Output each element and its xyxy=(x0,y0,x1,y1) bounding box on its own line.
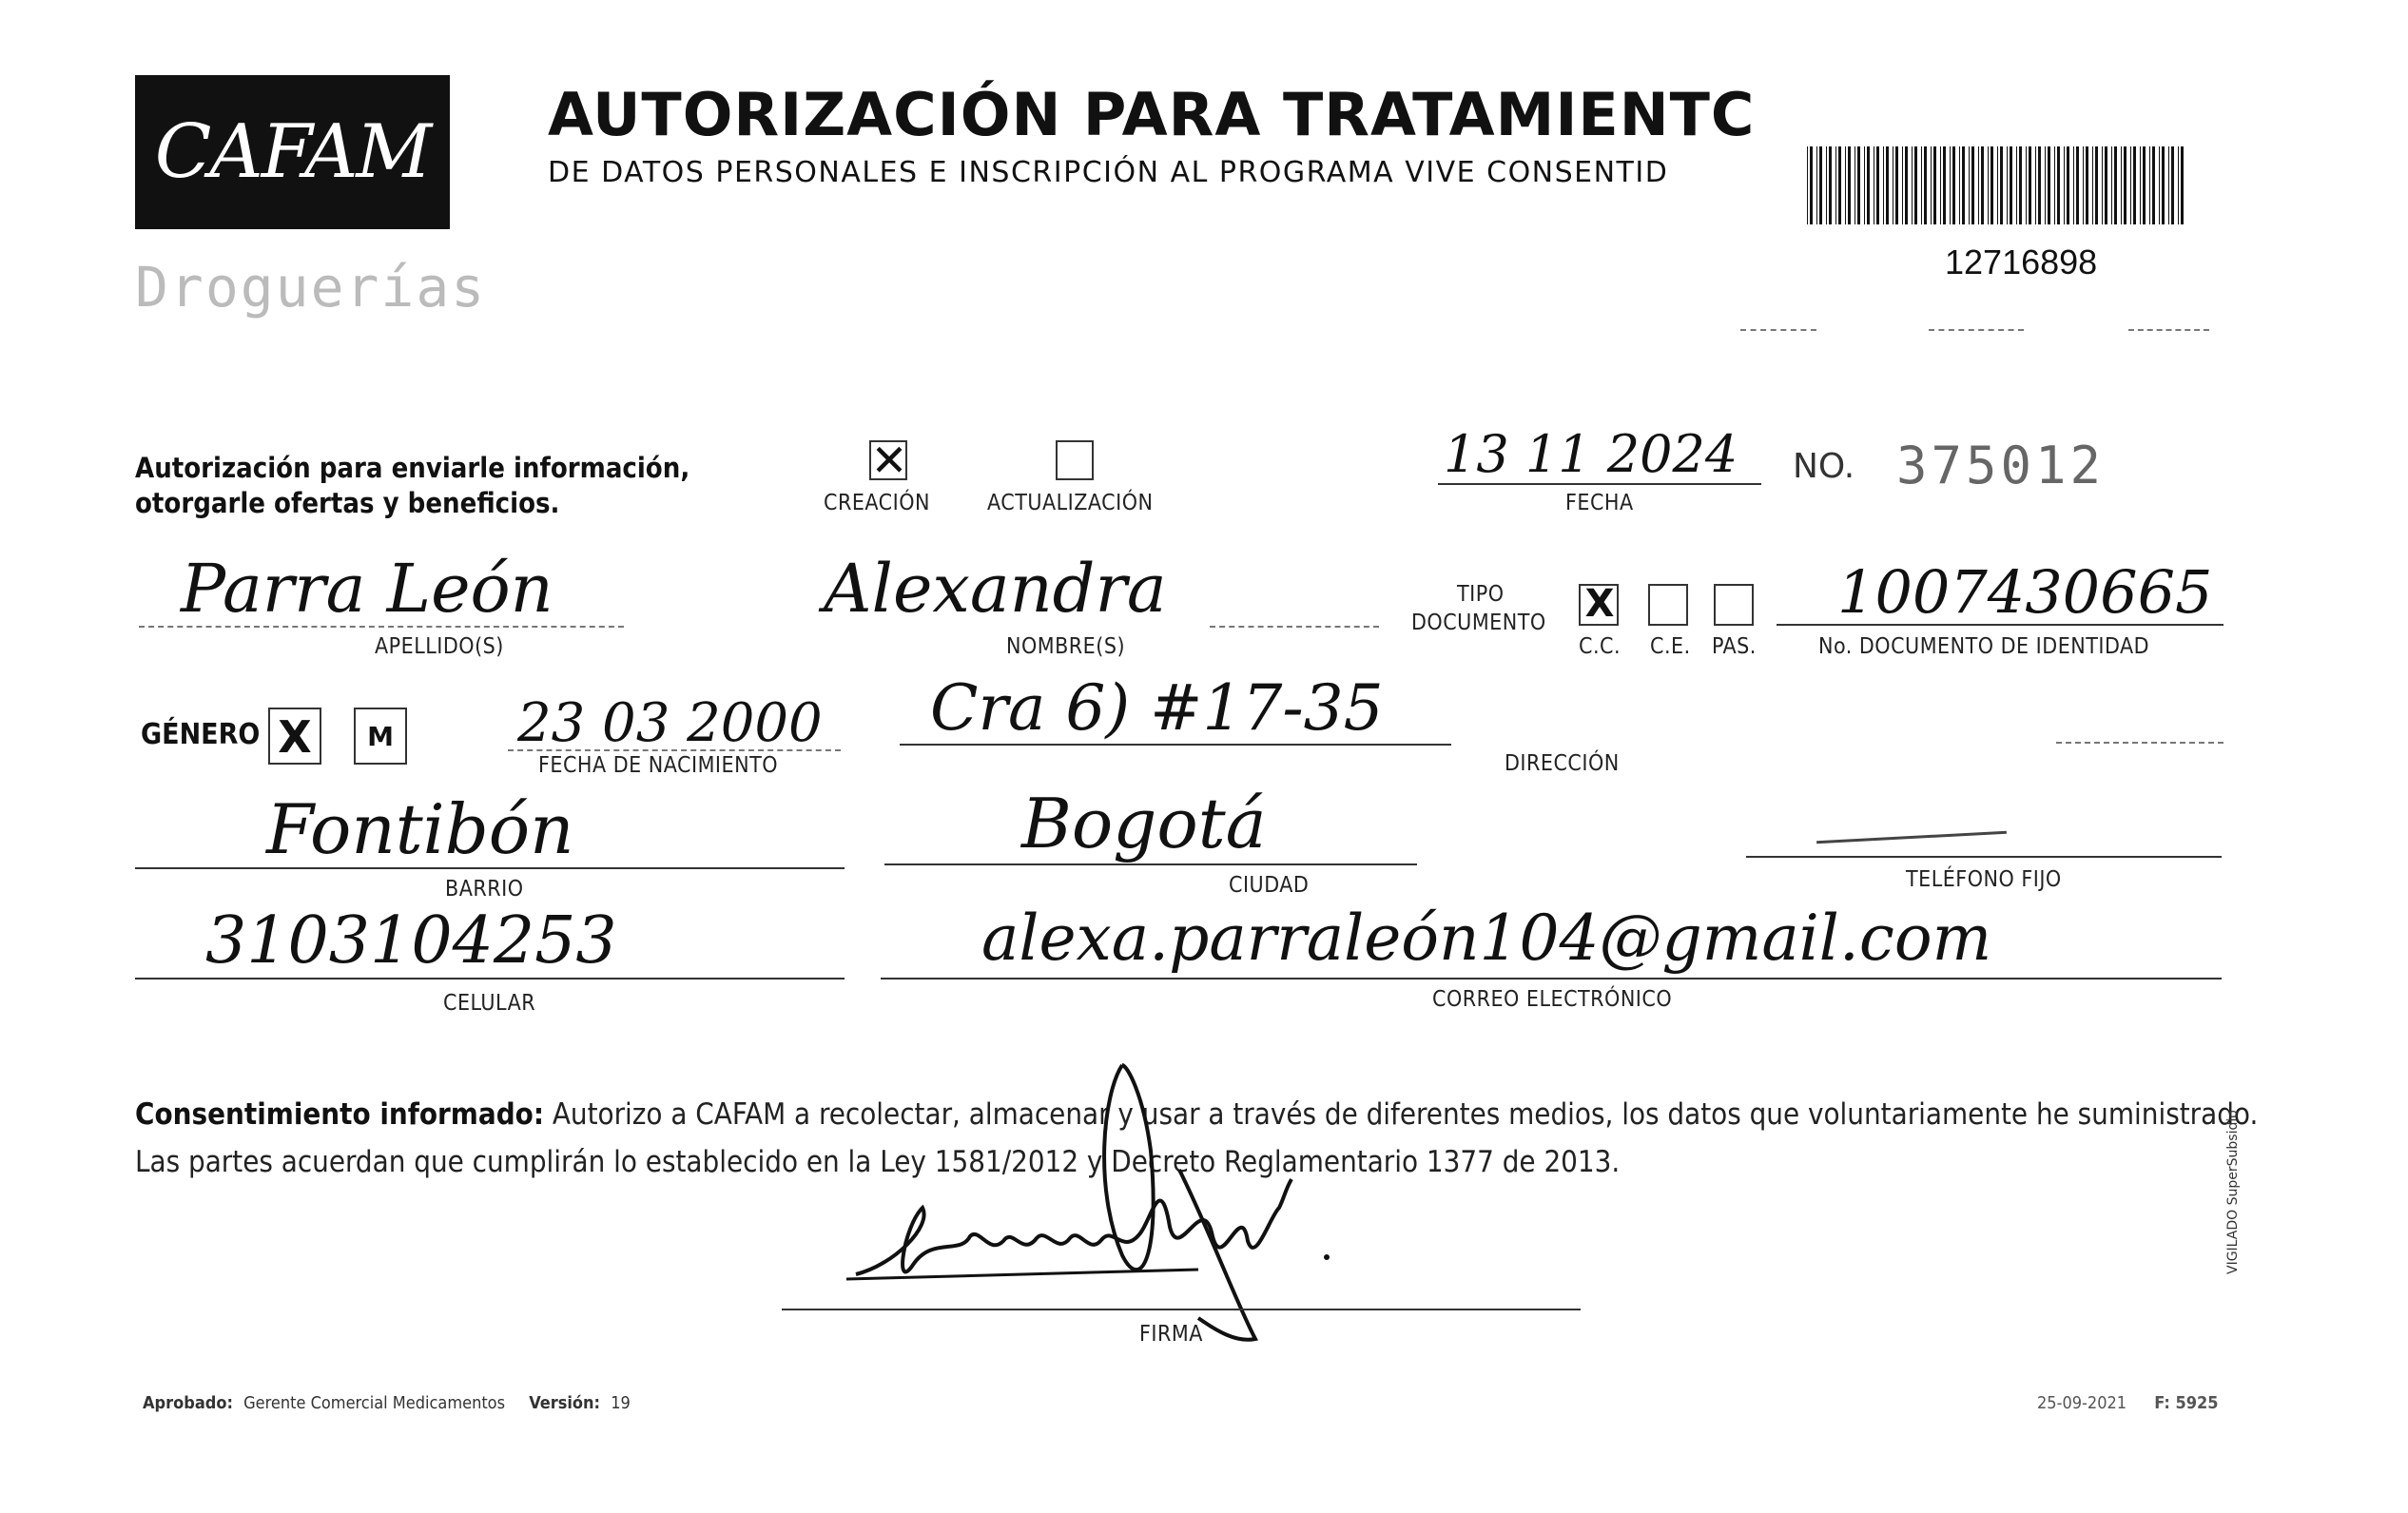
barcode-bar xyxy=(2064,146,2065,224)
barcode-bar xyxy=(1819,146,1822,224)
intro-line-1: Autorización para enviarle información, xyxy=(135,452,690,484)
barcode-bar xyxy=(2171,146,2174,224)
tipo-doc-label-1: TIPO xyxy=(1457,582,1505,607)
barcode-bar xyxy=(2111,146,2112,224)
barcode-bar xyxy=(2178,146,2179,224)
genero-f-mark: X xyxy=(278,711,312,763)
barcode-bar xyxy=(2054,146,2055,224)
barcode-bar xyxy=(1845,146,1846,224)
barrio-line xyxy=(135,867,845,869)
correo-value: alexa.parraleón104@gmail.com xyxy=(981,902,1992,975)
telefono-fijo-line xyxy=(1746,856,2222,858)
barcode-bar xyxy=(1990,146,1993,224)
barcode-bar xyxy=(2152,146,2155,224)
barcode-number: 12716898 xyxy=(1945,242,2098,281)
barcode-bar xyxy=(1933,146,1936,224)
barcode-bar xyxy=(2048,146,2050,224)
barcode-bar xyxy=(2045,146,2046,224)
barcode-bar xyxy=(2114,146,2117,224)
cc-checkbox[interactable] xyxy=(1579,584,1619,626)
barcode-bar xyxy=(1838,146,1841,224)
barcode-bar xyxy=(2083,146,2084,224)
barcode-bar xyxy=(2092,146,2093,224)
footer-right xyxy=(2037,1393,2219,1413)
form-code: F: 5925 xyxy=(2154,1393,2219,1413)
barcode-bar xyxy=(1950,146,1951,224)
barcode-bar xyxy=(2010,146,2012,224)
barcode-bar xyxy=(1940,146,1941,224)
barcode-bar xyxy=(1905,146,1908,224)
celular-value: 3103104253 xyxy=(205,903,617,979)
firma-line xyxy=(782,1309,1581,1310)
barcode-bar xyxy=(1924,146,1927,224)
barcode-bar xyxy=(2143,146,2146,224)
documento-value: 1007430665 xyxy=(1837,557,2213,627)
barcode-bar xyxy=(2057,146,2060,224)
barcode-bar xyxy=(1864,146,1865,224)
header-rule xyxy=(1740,329,1816,331)
barcode-bar xyxy=(2000,146,2003,224)
barcode-bar xyxy=(1810,146,1813,224)
actualizacion-checkbox[interactable] xyxy=(1056,440,1094,480)
apellidos-line xyxy=(139,626,624,628)
aprobado-value: Gerente Comercial Medicamentos xyxy=(243,1393,506,1413)
barcode-bar xyxy=(2105,146,2107,224)
genero-m-checkbox[interactable] xyxy=(354,708,407,765)
correo-line xyxy=(881,978,2222,980)
celular-line xyxy=(135,978,845,980)
barcode-bar xyxy=(1912,146,1913,224)
fecha-nacimiento-value: 23 03 2000 xyxy=(517,692,823,754)
barcode-bar xyxy=(1876,146,1879,224)
form-title: AUTORIZACIÓN PARA TRATAMIENTC xyxy=(548,80,1756,149)
aprobado-label: Aprobado: xyxy=(143,1393,233,1413)
barrio-label: BARRIO xyxy=(445,877,524,902)
barcode-bar xyxy=(2029,146,2031,224)
direccion-line xyxy=(900,744,1451,746)
direccion-line-2 xyxy=(2056,742,2224,744)
ciudad-line xyxy=(884,863,1417,865)
barcode-bar xyxy=(1807,146,1808,224)
barcode-bar xyxy=(1978,146,1979,224)
logo-text: CAFAM xyxy=(154,109,431,195)
intro-line-2: otorgarle ofertas y beneficios. xyxy=(135,487,560,519)
documento-label: No. DOCUMENTO DE IDENTIDAD xyxy=(1818,634,2150,659)
barcode-bar xyxy=(2133,146,2136,224)
version-value: 19 xyxy=(611,1393,631,1413)
direccion-label: DIRECCIÓN xyxy=(1505,751,1620,776)
barcode-bar xyxy=(1988,146,1989,224)
barcode-bar xyxy=(1971,146,1974,224)
apellidos-value: Parra León xyxy=(181,550,553,628)
vigilado-side-text: VIGILADO SuperSubsidio xyxy=(2225,1110,2241,1274)
header-rule xyxy=(1929,329,2024,331)
pas-checkbox[interactable] xyxy=(1714,584,1754,626)
checkbox-mark: X xyxy=(1584,582,1615,626)
consent-heading: Consentimiento informado: xyxy=(135,1097,544,1132)
barcode-bar xyxy=(1883,146,1884,224)
barcode-bar xyxy=(1886,146,1889,224)
pas-label: PAS. xyxy=(1712,634,1757,659)
barcode-bar xyxy=(1914,146,1917,224)
footer-left xyxy=(143,1393,631,1413)
nombres-value: Alexandra xyxy=(824,550,1167,628)
firma-label: FIRMA xyxy=(1139,1322,1203,1347)
barcode-bar xyxy=(1921,146,1922,224)
nombres-label: NOMBRE(S) xyxy=(1006,634,1126,659)
barcode-bar xyxy=(1857,146,1860,224)
barcode-bar xyxy=(1931,146,1932,224)
creacion-label: CREACIÓN xyxy=(824,491,930,515)
barcode-bar xyxy=(2095,146,2098,224)
ce-checkbox[interactable] xyxy=(1648,584,1688,626)
genero-label: GÉNERO xyxy=(141,718,261,751)
barcode-bar xyxy=(2162,146,2165,224)
barcode-bar xyxy=(1835,146,1836,224)
cafam-logo xyxy=(135,75,450,229)
barcode-bar xyxy=(2067,146,2069,224)
barcode-bar xyxy=(1902,146,1903,224)
ciudad-label: CIUDAD xyxy=(1229,873,1310,898)
barcode-bar xyxy=(1816,146,1817,224)
barcode-bar xyxy=(1997,146,1998,224)
telefono-fijo-label: TELÉFONO FIJO xyxy=(1906,867,2062,892)
telefono-scribble xyxy=(1816,831,2007,844)
barcode-bar xyxy=(2159,146,2160,224)
form-subtitle: DE DATOS PERSONALES E INSCRIPCIÓN AL PROGRAMA VIVE CONSENTID xyxy=(548,156,1669,189)
documento-line xyxy=(1777,624,2224,626)
barcode-bar xyxy=(2102,146,2103,224)
nombres-line xyxy=(1210,626,1379,628)
barcode-bar xyxy=(2181,146,2184,224)
tipo-doc-label-2: DOCUMENTO xyxy=(1411,611,1546,635)
creacion-checkbox[interactable] xyxy=(869,435,908,486)
fecha-label: FECHA xyxy=(1565,491,1634,515)
ce-label: C.E. xyxy=(1650,634,1691,659)
fecha-line xyxy=(1438,483,1761,485)
footer-date: 25-09-2021 xyxy=(2037,1393,2127,1413)
logo-subtitle: Droguerías xyxy=(135,255,487,320)
barcode-bar xyxy=(1848,146,1851,224)
barcode-bar xyxy=(2026,146,2027,224)
barcode-bar xyxy=(2038,146,2041,224)
barcode-bar xyxy=(2168,146,2169,224)
barcode-bar xyxy=(1867,146,1870,224)
barcode-bar xyxy=(1895,146,1898,224)
barcode-bar xyxy=(1952,146,1955,224)
barcode-bar xyxy=(1943,146,1946,224)
barcode-bar xyxy=(1826,146,1827,224)
barcode-bar xyxy=(2073,146,2074,224)
barcode-bar xyxy=(2149,146,2150,224)
numero-value: 375012 xyxy=(1896,436,2106,495)
fecha-nacimiento-label: FECHA DE NACIMIENTO xyxy=(538,753,778,778)
correo-label: CORREO ELECTRÓNICO xyxy=(1432,987,1673,1012)
consent-text-1: Autorizo a CAFAM a recolectar, almacenar y usar a través de diferentes medios, los datos que voluntariamente he suministrado. xyxy=(543,1097,2259,1132)
genero-f-checkbox[interactable] xyxy=(268,708,321,765)
barcode-bar xyxy=(1981,146,1984,224)
barcode-bar xyxy=(1829,146,1832,224)
numero-prefix: NO. xyxy=(1793,447,1855,486)
barcode-bar xyxy=(2121,146,2122,224)
version-label: Versión: xyxy=(529,1393,601,1413)
fecha-value: 13 11 2024 xyxy=(1444,424,1738,484)
direccion-value: Cra 6) #17-35 xyxy=(930,671,1384,745)
genero-m-label: M xyxy=(367,721,394,752)
barcode xyxy=(1805,146,2187,224)
barcode-bar xyxy=(2035,146,2036,224)
consent-text-2: Las partes acuerdan que cumplirán lo establecido en la Ley 1581/2012 y Decreto Reglamentario 1377 de 2013. xyxy=(135,1145,1621,1179)
barcode-bar xyxy=(2124,146,2126,224)
barrio-value: Fontibón xyxy=(266,789,574,869)
barcode-bar xyxy=(2007,146,2008,224)
fecha-nacimiento-line xyxy=(508,749,841,751)
barcode-bar xyxy=(1969,146,1970,224)
actualizacion-label: ACTUALIZACIÓN xyxy=(987,491,1154,515)
barcode-bar xyxy=(1959,146,1960,224)
barcode-bar xyxy=(2086,146,2088,224)
header-rule xyxy=(2128,329,2209,331)
barcode-bar xyxy=(2019,146,2022,224)
ciudad-value: Bogotá xyxy=(1021,784,1267,863)
cc-label: C.C. xyxy=(1579,634,1622,659)
barcode-bar xyxy=(2140,146,2141,224)
celular-label: CELULAR xyxy=(443,991,536,1016)
barcode-bar xyxy=(2016,146,2017,224)
barcode-bar xyxy=(2076,146,2079,224)
barcode-bar xyxy=(1962,146,1965,224)
barcode-bar xyxy=(2130,146,2131,224)
signature-image xyxy=(837,1037,1427,1360)
checkbox-mark: ✕ xyxy=(870,435,908,486)
apellidos-label: APELLIDO(S) xyxy=(375,634,504,659)
